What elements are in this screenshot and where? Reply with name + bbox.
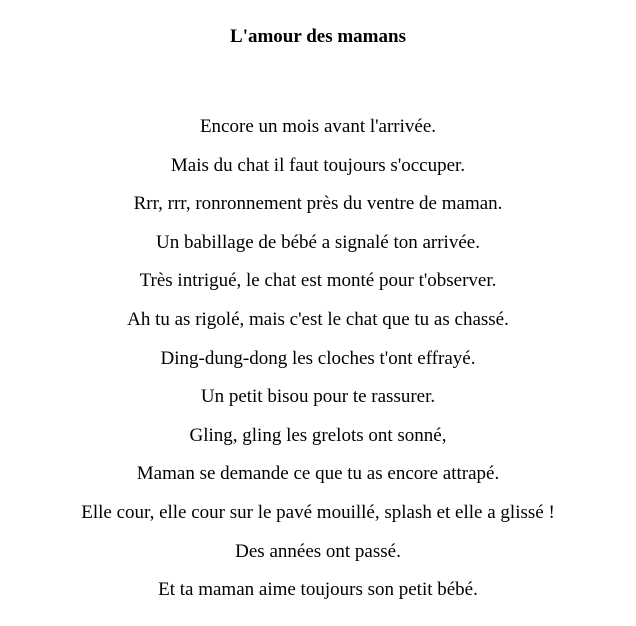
poem-line: Rrr, rrr, ronronnement près du ventre de maman.: [133, 193, 503, 215]
poem-line: Maman se demande ce que tu as encore attrapé.: [136, 463, 500, 485]
poem-line: Mais du chat il faut toujours s'occuper.: [170, 154, 466, 176]
poem-title: L'amour des mamans: [230, 26, 406, 47]
poem-line: Gling, gling les grelots ont sonné,: [189, 424, 447, 446]
poem-line: Et ta maman aime toujours son petit bébé.: [158, 579, 478, 601]
poem-line: Très intrigué, le chat est monté pour t'observer.: [139, 270, 497, 292]
poem-line: Un petit bisou pour te rassurer.: [200, 386, 436, 408]
poem-line: Elle cour, elle cour sur le pavé mouillé, splash et elle a glissé !: [81, 501, 555, 523]
poem-body: [0, 116, 636, 618]
poem-line: Ah tu as rigolé, mais c'est le chat que tu as chassé.: [127, 308, 509, 330]
poem-line: Ding-dung-dong les cloches t'ont effrayé.: [160, 347, 476, 369]
poem-line: Encore un mois avant l'arrivée.: [199, 116, 437, 137]
poem-line: Un babillage de bébé a signalé ton arrivée.: [156, 231, 480, 253]
poem-line: Des années ont passé.: [235, 540, 401, 562]
